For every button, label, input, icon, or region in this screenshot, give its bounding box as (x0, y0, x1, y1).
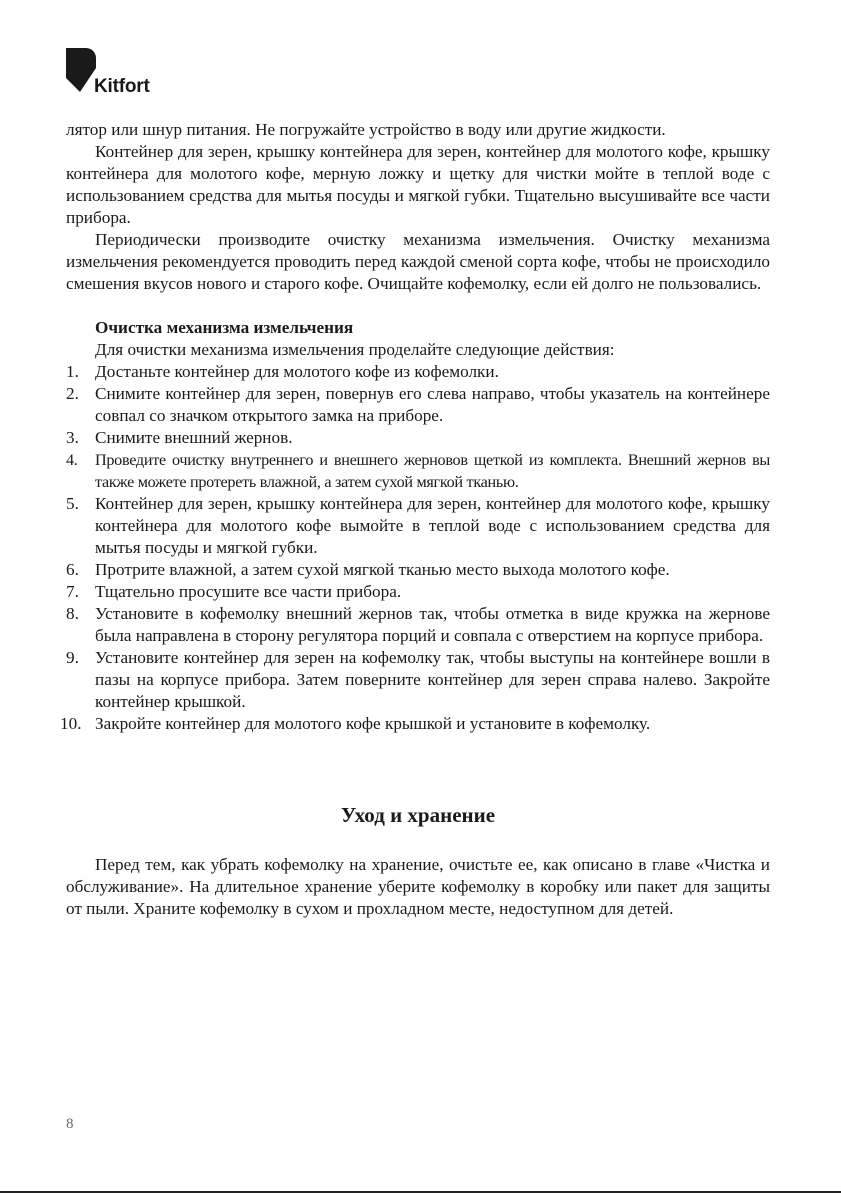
storage-section-title: Уход и хранение (340, 803, 496, 827)
page-number: 8 (66, 1116, 74, 1132)
kitfort-logo-icon (66, 48, 96, 94)
list-item: 5. Контейнер для зерен, крышку контейнера для зерен, контейнер для молотого кофе, крышку контейнера для молотого кофе вымойте в теплой воде с использованием средства для мытья посуды и мягкой губки. (66, 494, 770, 557)
list-item: 8. Установите в кофемолку внешний жернов так, чтобы отметка в виде кружка на жернове была направлена в сторону регулятора порций и совпала с отверстием на корпусе прибора. (66, 604, 770, 645)
page-content (60, 119, 770, 920)
intro-paragraph-1: лятор или шнур питания. Не погружайте устройство в воду или другие жидкости. (66, 120, 666, 139)
list-item: 7. Тщательно просушите все части прибора. (66, 582, 402, 601)
kitfort-logo (66, 48, 166, 98)
intro-paragraph-3: Периодически производите очистку механизма измельчения. Очистку механизма измельчения рекомендуется проводить перед каждой сменой сорта кофе, чтобы не происходило смешения вкусов нового и старого кофе. Очищайте кофемолку, если ей долго не пользовались. (66, 230, 770, 293)
list-item: 6. Протрите влажной, а затем сухой мягкой тканью место выхода молотого кофе. (66, 560, 670, 579)
cleaning-lead: Для очистки механизма измельчения проделайте следующие действия: (95, 340, 615, 359)
cleaning-section-title: Очистка механизма измельчения (95, 318, 354, 337)
list-item: 4. Проведите очистку внутреннего и внешнего жерновов щеткой из комплекта. Внешний жернов вы также можете протереть влажной, а затем сухой мягкой тканью. (66, 451, 770, 491)
list-item: 9. Установите контейнер для зерен на кофемолку так, чтобы выступы на контейнере вошли в пазы на корпусе прибора. Затем поверните контейнер для зерен справа налево. Закройте контейнер крышкой. (66, 648, 770, 711)
intro-paragraph-2: Контейнер для зерен, крышку контейнера для зерен, контейнер для молотого кофе, крышку контейнера для молотого кофе, мерную ложку и щетку для чистки мойте в теплой воде с использованием средства для мытья посуды и мягкой губки. Тщательно высушивайте все части прибора. (66, 142, 770, 227)
list-item: 2. Снимите контейнер для зерен, повернув его слева направо, чтобы указатель на контейнере совпал со значком открытого замка на приборе. (66, 384, 770, 425)
cleaning-steps-list (60, 361, 770, 735)
list-item: 3. Снимите внешний жернов. (66, 428, 293, 447)
list-item: 1. Достаньте контейнер для молотого кофе из кофемолки. (66, 362, 499, 381)
storage-paragraph: Перед тем, как убрать кофемолку на хранение, очистьте ее, как описано в главе «Чистка и обслуживание». На длительное хранение уберите кофемолку в коробку или пакет для защиты от пыли. Храните кофемолку в сухом и прохладном месте, недоступном для детей. (66, 855, 770, 918)
list-item: 10. Закройте контейнер для молотого кофе крышкой и установите в кофемолку. (60, 714, 651, 733)
logo-text: Kitfort (94, 76, 150, 97)
